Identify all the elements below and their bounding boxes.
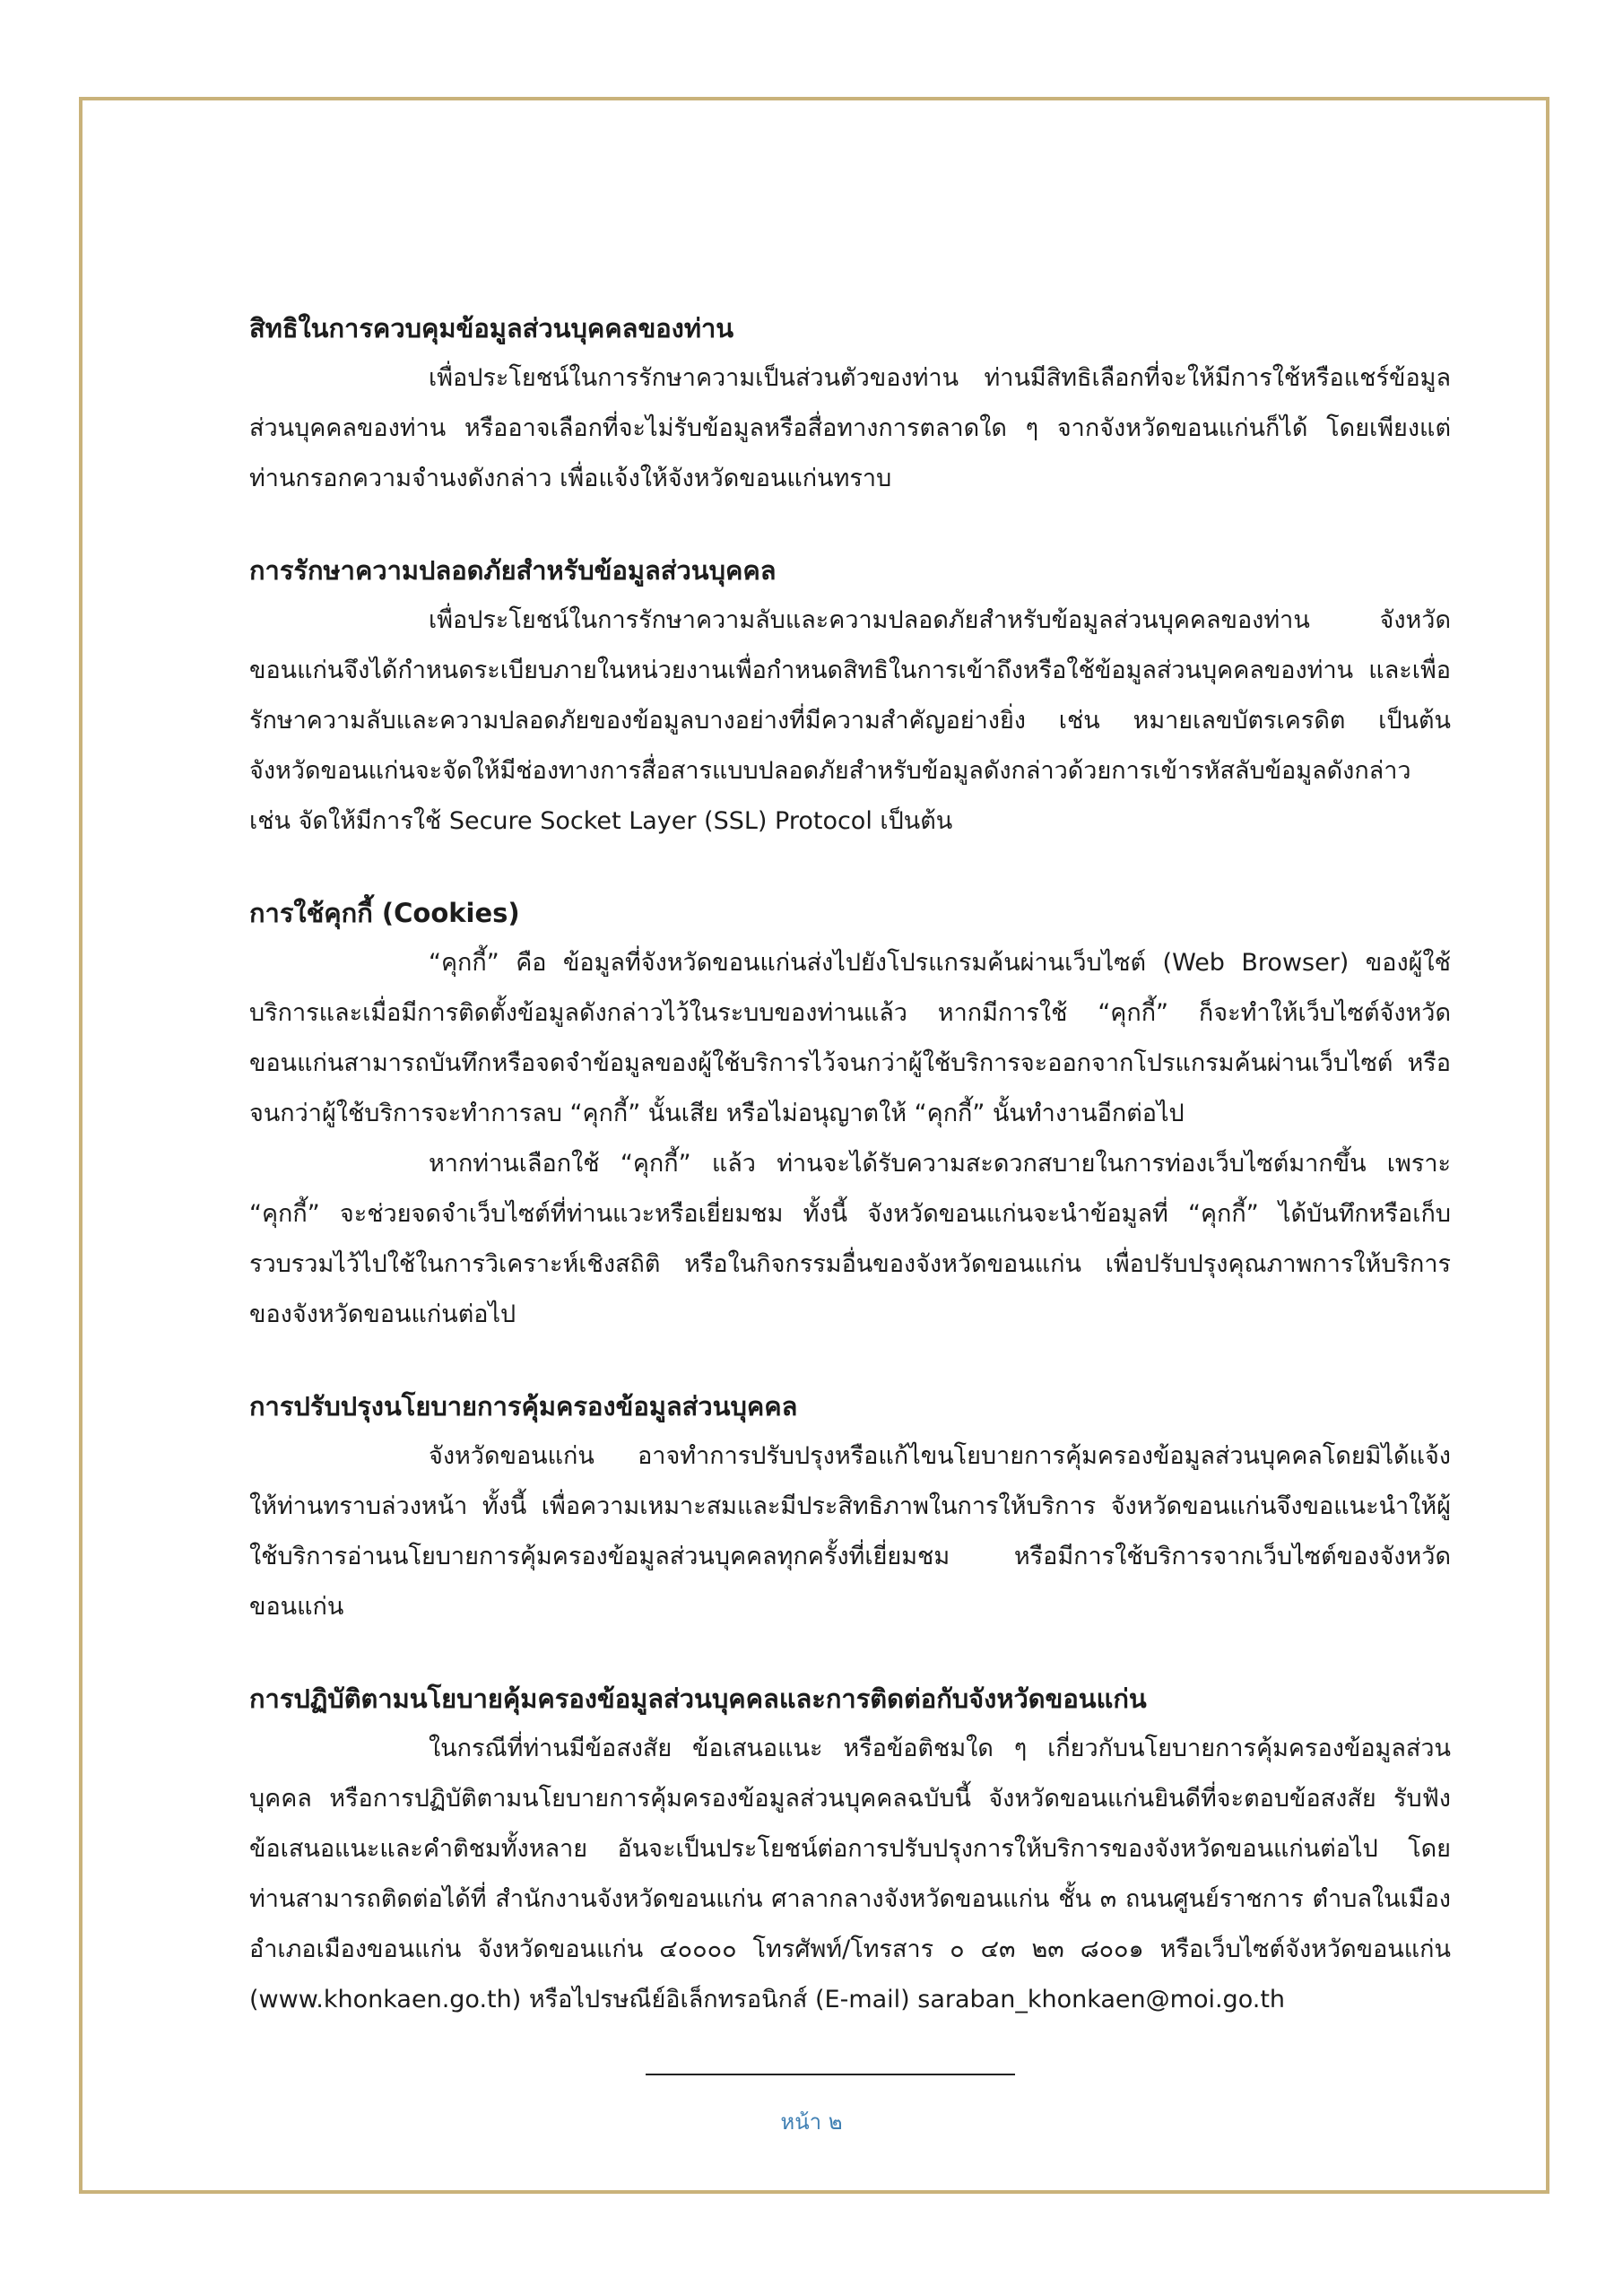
section-heading: การปฏิบัติตามนโยบายคุ้มครองข้อมูลส่วนบุคคลและการติดต่อกับจังหวัดขอนแก่น	[249, 1683, 1147, 1714]
section-paragraph: จังหวัดขอนแก่น อาจทำการปรับปรุงหรือแก้ไขนโยบายการคุ้มครองข้อมูลส่วนบุคคลโดยมิได้แจ้งให้ท่านทราบล่วงหน้า ทั้งนี้ เพื่อความเหมาะสมและมีประสิทธิภาพในการให้บริการ จังหวัดขอนแก่นจึงขอแนะนำให้ผู้ใช้บริการอ่านนโยบายการคุ้มครองข้อมูลส่วนบุคคลทุกครั้งที่เยี่ยมชม หรือมีการใช้บริการจากเว็บไซต์ของจังหวัดขอนแก่น	[249, 1442, 1451, 1621]
section-paragraph: เพื่อประโยชน์ในการรักษาความลับและความปลอดภัยสำหรับข้อมูลส่วนบุคคลของท่าน จังหวัดขอนแก่นจึงได้กำหนดระเบียบภายในหน่วยงานเพื่อกำหนดสิทธิในการเข้าถึงหรือใช้ข้อมูลส่วนบุคคลของท่าน และเพื่อรักษาความลับและความปลอดภัยของข้อมูลบางอย่างที่มีความสำคัญอย่างยิ่ง เช่น หมายเลขบัตรเครดิต เป็นต้น จังหวัดขอนแก่นจะจัดให้มีช่องทางการสื่อสารแบบปลอดภัยสำหรับข้อมูลดังกล่าวด้วยการเข้ารหัสลับข้อมูลดังกล่าว เช่น จัดให้มีการใช้ Secure Socket Layer (SSL) Protocol เป็นต้น	[249, 606, 1451, 835]
section-paragraph: ในกรณีที่ท่านมีข้อสงสัย ข้อเสนอแนะ หรือข้อติชมใด ๆ เกี่ยวกับนโยบายการคุ้มครองข้อมูลส่วนบุคคล หรือการปฏิบัติตามนโยบายการคุ้มครองข้อมูลส่วนบุคคลฉบับนี้ จังหวัดขอนแก่นยินดีที่จะตอบข้อสงสัย รับฟังข้อเสนอแนะและคำติชมทั้งหลาย อันจะเป็นประโยชน์ต่อการปรับปรุงการให้บริการของจังหวัดขอนแก่นต่อไป โดยท่านสามารถติดต่อได้ที่ สำนักงานจังหวัดขอนแก่น ศาลากลางจังหวัดขอนแก่น ชั้น ๓ ถนนศูนย์ราชการ ตำบลในเมือง อำเภอเมืองขอนแก่น จังหวัดขอนแก่น ๔๐๐๐๐ โทรศัพท์/โทรสาร ๐ ๔๓ ๒๓ ๘๐๐๑ หรือเว็บไซต์จังหวัดขอนแก่น (www.khonkaen.go.th) หรือไปรษณีย์อิเล็กทรอนิกส์ (E-mail) saraban_khonkaen@moi.go.th	[249, 1735, 1451, 2013]
section-security	[249, 545, 1451, 847]
section-heading: การรักษาความปลอดภัยสำหรับข้อมูลส่วนบุคคล	[249, 555, 777, 586]
section-heading: การใช้คุกกี้ (Cookies)	[249, 898, 520, 928]
page-number: หน้า ๒	[780, 2109, 843, 2135]
section-policy-update	[249, 1381, 1451, 1632]
section-paragraph: “คุกกี้” คือ ข้อมูลที่จังหวัดขอนแก่นส่งไปยังโปรแกรมค้นผ่านเว็บไซต์ (Web Browser) ของผู้ใช้บริการและเมื่อมีการติดตั้งข้อมูลดังกล่าวไว้ในระบบของท่านแล้ว หากมีการใช้ “คุกกี้” ก็จะทำให้เว็บไซต์จังหวัดขอนแก่นสามารถบันทึกหรือจดจำข้อมูลของผู้ใช้บริการไว้จนกว่าผู้ใช้บริการจะออกจากโปรแกรมค้นผ่านเว็บไซต์ หรือจนกว่าผู้ใช้บริการจะทำการลบ “คุกกี้” นั้นเสีย หรือไม่อนุญาตให้ “คุกกี้” นั้นทำงานอีกต่อไป	[249, 949, 1451, 1127]
section-heading: สิทธิในการควบคุมข้อมูลส่วนบุคคลของท่าน	[249, 313, 734, 344]
section-cookies	[249, 888, 1451, 1340]
section-heading: การปรับปรุงนโยบายการคุ้มครองข้อมูลส่วนบุคคล	[249, 1391, 798, 1422]
section-paragraph: เพื่อประโยชน์ในการรักษาความเป็นส่วนตัวของท่าน ท่านมีสิทธิเลือกที่จะให้มีการใช้หรือแชร์ข้อมูลส่วนบุคคลของท่าน หรืออาจเลือกที่จะไม่รับข้อมูลหรือสื่อทางการตลาดใด ๆ จากจังหวัดขอนแก่นก็ได้ โดยเพียงแต่ท่านกรอกความจำนงดังกล่าว เพื่อแจ้งให้จังหวัดขอนแก่นทราบ	[249, 364, 1451, 492]
footer-divider	[646, 2074, 1015, 2075]
section-rights	[249, 303, 1451, 504]
document-body	[249, 303, 1451, 2066]
section-paragraph: หากท่านเลือกใช้ “คุกกี้” แล้ว ท่านจะได้รับความสะดวกสบายในการท่องเว็บไซต์มากขึ้น เพราะ “คุกกี้” จะช่วยจดจำเว็บไซต์ที่ท่านแวะหรือเยี่ยมชม ทั้งนี้ จังหวัดขอนแก่นจะนำข้อมูลที่ “คุกกี้” ได้บันทึกหรือเก็บรวบรวมไว้ไปใช้ในการวิเคราะห์เชิงสถิติ หรือในกิจกรรมอื่นของจังหวัดขอนแก่น เพื่อปรับปรุงคุณภาพการให้บริการของจังหวัดขอนแก่นต่อไป	[249, 1150, 1451, 1328]
section-contact	[249, 1674, 1451, 2025]
